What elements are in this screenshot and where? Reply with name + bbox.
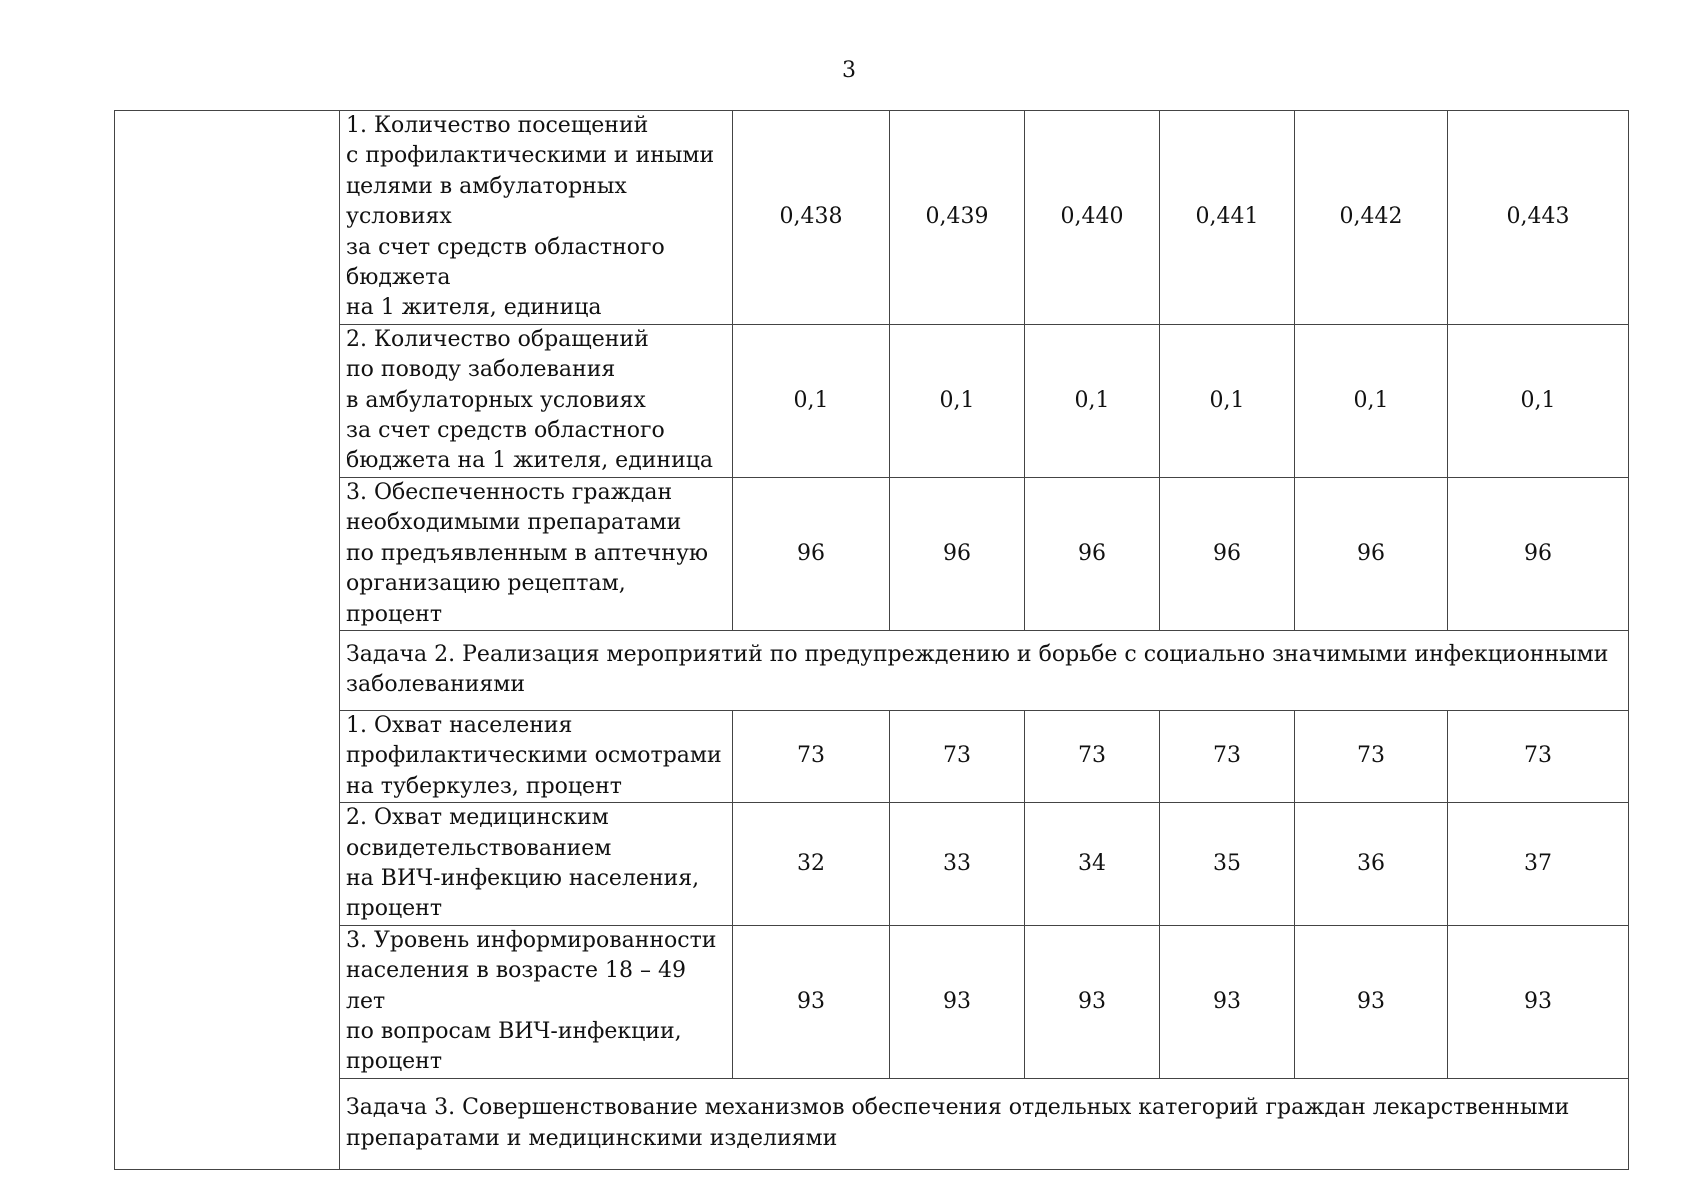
indicator-value: 0,438 <box>733 111 890 325</box>
indicator-value: 33 <box>890 803 1025 926</box>
indicator-value: 0,439 <box>890 111 1025 325</box>
page-number: 3 <box>842 58 856 83</box>
table-row <box>115 111 1629 325</box>
indicator-value: 93 <box>1160 925 1295 1078</box>
indicator-value: 96 <box>1160 477 1295 630</box>
indicator-value: 93 <box>733 925 890 1078</box>
table-row <box>115 803 1629 926</box>
indicator-value: 96 <box>890 477 1025 630</box>
table-body <box>115 111 1629 1170</box>
indicator-value: 93 <box>1295 925 1448 1078</box>
indicator-value: 73 <box>890 710 1025 802</box>
indicator-value: 93 <box>1448 925 1629 1078</box>
indicator-label: 1. Количество посещений с профилактическими и иными целями в амбулаторных условиях за счет средств областного бюджета на 1 жителя, единица <box>340 111 733 325</box>
table-row <box>115 710 1629 802</box>
indicator-label: 3. Уровень информированности населения в возрасте 18 – 49 лет по вопросам ВИЧ-инфекции, процент <box>340 925 733 1078</box>
table-row <box>115 477 1629 630</box>
indicator-value: 32 <box>733 803 890 926</box>
indicator-value: 0,443 <box>1448 111 1629 325</box>
indicator-value: 0,1 <box>1295 324 1448 477</box>
task-row <box>115 630 1629 710</box>
indicator-value: 96 <box>1025 477 1160 630</box>
indicators-table <box>114 110 1629 1170</box>
task-heading: Задача 2. Реализация мероприятий по предупреждению и борьбе с социально значимыми инфекционными заболеваниями <box>340 630 1629 710</box>
indicator-value: 37 <box>1448 803 1629 926</box>
table-row <box>115 324 1629 477</box>
indicator-value: 73 <box>1160 710 1295 802</box>
indicator-value: 96 <box>1448 477 1629 630</box>
indicator-value: 36 <box>1295 803 1448 926</box>
indicator-value: 0,1 <box>1025 324 1160 477</box>
indicator-value: 93 <box>890 925 1025 1078</box>
indicator-value: 96 <box>1295 477 1448 630</box>
program-name-cell <box>115 111 340 1170</box>
indicator-label: 1. Охват населения профилактическими осмотрами на туберкулез, процент <box>340 710 733 802</box>
indicator-value: 0,1 <box>890 324 1025 477</box>
indicator-value: 0,441 <box>1160 111 1295 325</box>
table-row <box>115 925 1629 1078</box>
indicator-label: 2. Количество обращений по поводу заболевания в амбулаторных условиях за счет средств областного бюджета на 1 жителя, единица <box>340 324 733 477</box>
indicator-value: 73 <box>1025 710 1160 802</box>
indicator-value: 96 <box>733 477 890 630</box>
indicator-label: 3. Обеспеченность граждан необходимыми препаратами по предъявленным в аптечную организацию рецептам, процент <box>340 477 733 630</box>
indicator-value: 73 <box>733 710 890 802</box>
indicator-value: 0,1 <box>1448 324 1629 477</box>
indicator-value: 0,440 <box>1025 111 1160 325</box>
indicator-value: 73 <box>1448 710 1629 802</box>
indicator-value: 73 <box>1295 710 1448 802</box>
indicator-value: 0,1 <box>733 324 890 477</box>
task-row <box>115 1078 1629 1169</box>
indicator-value: 0,442 <box>1295 111 1448 325</box>
indicator-value: 34 <box>1025 803 1160 926</box>
indicator-label: 2. Охват медицинским освидетельствованием на ВИЧ-инфекцию населения, процент <box>340 803 733 926</box>
indicator-value: 0,1 <box>1160 324 1295 477</box>
task-heading: Задача 3. Совершенствование механизмов обеспечения отдельных категорий граждан лекарственными препаратами и медицинскими изделиями <box>340 1078 1629 1169</box>
indicator-value: 93 <box>1025 925 1160 1078</box>
indicator-value: 35 <box>1160 803 1295 926</box>
